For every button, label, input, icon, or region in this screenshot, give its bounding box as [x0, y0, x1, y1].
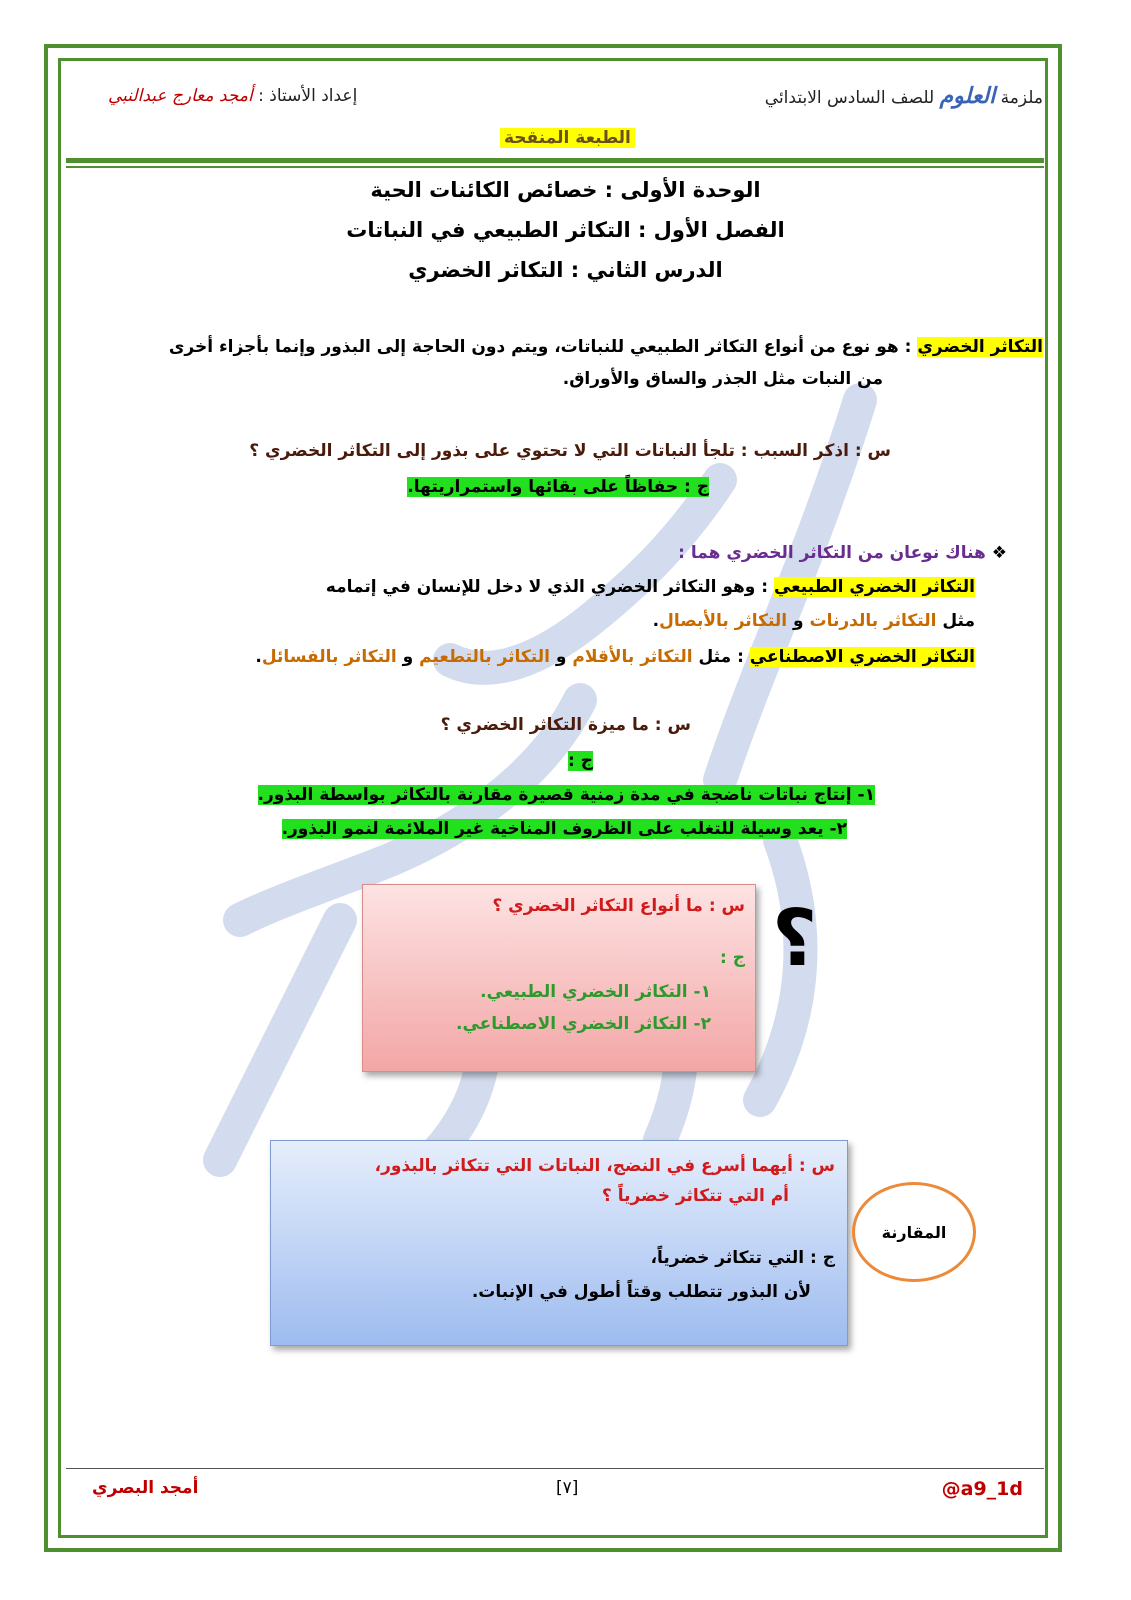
answer-advantage-label: ج : — [568, 751, 593, 771]
footer-divider — [66, 1468, 1044, 1469]
artificial-type-term: التكاثر الخضري الاصطناعي — [749, 647, 975, 667]
header-divider-thin — [66, 166, 1044, 168]
box2-answer-1: ج : التي تتكاثر خضرياً، — [650, 1248, 835, 1268]
box1-answer-label: ج : — [720, 948, 745, 968]
comparison-oval-label: المقارنة — [852, 1182, 976, 1282]
diamond-bullet-icon: ❖ — [991, 543, 1007, 563]
box1-item-1: ١- التكاثر الخضري الطبيعي. — [480, 982, 711, 1002]
box1-item-2: ٢- التكاثر الخضري الاصطناعي. — [455, 1014, 711, 1034]
natural-type-definition: : وهو التكاثر الخضري الذي لا دخل للإنسان في إتمامه — [325, 577, 774, 597]
chapter-title: الفصل الأول : التكاثر الطبيعي في النباتات — [346, 218, 785, 242]
example-tubers: التكاثر بالدرنات — [809, 611, 937, 631]
example-cuttings: التكاثر بالأقلام — [572, 647, 693, 667]
question-mark-icon: ؟ — [772, 894, 818, 984]
author-name: أمجد معارج عبدالنبي — [108, 86, 253, 106]
page-number: [٧] — [556, 1478, 579, 1498]
lesson-title: الدرس الثاني : التكاثر الخضري — [408, 258, 723, 282]
definition-text-1: : هو نوع من أنواع التكاثر الطبيعي للنباتات، ويتم دون الحاجة إلى البذور وإنما بأجزاء أخرى — [168, 337, 918, 357]
artificial-type-line: التكاثر الخضري الاصطناعي : مثل التكاثر بالأقلام و التكاثر بالتطعيم و التكاثر بالفسائل. — [255, 647, 975, 667]
header-divider — [66, 158, 1044, 163]
definition-line-2: من النبات مثل الجذر والساق والأوراق. — [562, 369, 883, 389]
author-label: إعداد الأستاذ : — [252, 86, 358, 106]
natural-type-examples: مثل التكاثر بالدرنات و التكاثر بالأبصال. — [652, 611, 975, 631]
box2-question-2: أم التي تتكاثر خضرياً ؟ — [601, 1186, 789, 1206]
footer-author: أمجد البصري — [92, 1478, 199, 1498]
natural-type-term: التكاثر الخضري الطبيعي — [773, 577, 975, 597]
example-offshoots: التكاثر بالفسائل — [261, 647, 397, 667]
booklet-subject: العلوم — [939, 84, 996, 109]
types-intro — [678, 542, 1007, 564]
box2-answer-2: لأن البذور تتطلب وقتاً أطول في الإنبات. — [471, 1282, 811, 1302]
natural-type-line — [326, 576, 975, 598]
booklet-grade: للصف السادس الابتدائي — [764, 88, 940, 108]
types-intro-text: هناك نوعان من التكاثر الخضري هما : — [678, 543, 986, 563]
box1-question: س : ما أنواع التكاثر الخضري ؟ — [492, 896, 745, 916]
answer-reason: ج : حفاظاً على بقائها واستمراريتها. — [407, 477, 709, 497]
edition-badge: الطبعة المنقحة — [500, 128, 635, 148]
footer-handle: @a9_1d — [941, 1478, 1023, 1500]
answer-advantage-1: ١- إنتاج نباتات ناضجة في مدة زمنية قصيرة مقارنة بالتكاثر بواسطة البذور. — [257, 785, 875, 805]
booklet-prefix: ملزمة — [995, 88, 1043, 108]
definition-term: التكاثر الخضري — [917, 337, 1043, 357]
author-credit — [108, 86, 357, 106]
booklet-title — [765, 84, 1043, 109]
question-reason: س : اذكر السبب : تلجأ النباتات التي لا تحتوي على بذور إلى التكاثر الخضري ؟ — [249, 441, 891, 461]
comparison-box — [270, 1140, 848, 1346]
answer-advantage-2: ٢- يعد وسيلة للتغلب على الظروف المناخية غير الملائمة لنمو البذور. — [281, 819, 847, 839]
box2-question-1: س : أيهما أسرع في النضج، النباتات التي تتكاثر بالبذور، — [374, 1156, 835, 1176]
unit-title: الوحدة الأولى : خصائص الكائنات الحية — [370, 178, 761, 202]
question-advantage: س : ما ميزة التكاثر الخضري ؟ — [440, 715, 691, 735]
types-question-box — [362, 884, 756, 1072]
definition-line-1 — [169, 336, 1043, 358]
example-grafting: التكاثر بالتطعيم — [419, 647, 550, 667]
example-bulbs: التكاثر بالأبصال — [659, 611, 788, 631]
